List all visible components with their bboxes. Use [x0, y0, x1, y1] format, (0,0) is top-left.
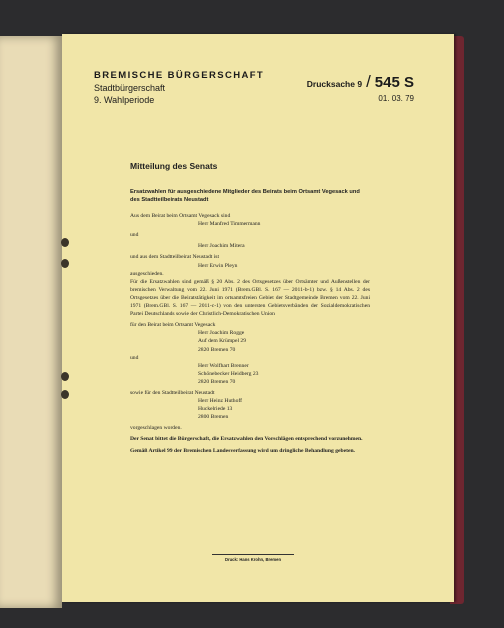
body-paragraph: Für die Ersatzwahlen sind gemäß § 20 Abs. 2 des Ortsgesetzes über Ortsämter und Außenstellen der bremischen Verwaltung vom 22. Juni 1971 (Brem.GBl. S. 167 — 2011-b-1) bzw. § 14 Abs. 2 des Ortsgesetzes über die Beiratstätigkeit im ortsamtsfreien Gebiet der Stadtgemeinde Bremen vom 22. Juni 1971 (Brem.GBl. S. 167 — 2011-c-1) von den untersten Gebietsverbänden der Sozialdemokratischen Partei Deutschlands sowie der Christlich-Demokratischen Union	[130, 278, 370, 318]
nominee-name: Herr Wolfhart Brenner	[198, 362, 249, 369]
letterhead	[94, 70, 264, 105]
nominee-street: Schönebecker Heidberg 23	[198, 370, 259, 377]
printer-imprint: Druck: Hans Krohn, Bremen	[212, 554, 294, 562]
senate-request: Der Senat bittet die Bürgerschaft, die Ersatzwahlen den Vorschlägen entsprechend vorzunehmen.	[130, 436, 363, 443]
body-line: und	[130, 232, 139, 239]
body-line: Aus dem Beirat beim Ortsamt Vegesack sind	[130, 213, 231, 220]
punch-hole	[61, 259, 69, 268]
document-reference	[307, 72, 414, 103]
body-line: sowie für den Stadtteilbeirat Neustadt	[130, 389, 215, 396]
member-name: Herr Erwin Pleyn	[198, 262, 238, 269]
nominee-city: 2820 Bremen 70	[198, 346, 236, 353]
body-line: ausgeschieden.	[130, 270, 164, 277]
nominee-street: Huckelriede 13	[198, 406, 233, 413]
body-line: vorgeschlagen worden.	[130, 425, 182, 432]
member-name: Herr Joachim Mitera	[198, 243, 245, 250]
drucksache-slash: /	[366, 72, 371, 91]
nominee-name: Herr Heinz Huthoff	[198, 398, 243, 405]
body-line: und	[130, 354, 139, 361]
document-page	[62, 34, 454, 602]
organization-name: BREMISCHE BÜRGERSCHAFT	[94, 70, 265, 81]
nominee-city: 2820 Bremen 70	[198, 378, 236, 385]
document-subject: Ersatzwahlen für ausgeschiedene Mitglieder des Beirats beim Ortsamt Vegesack und des Stadtteilbeirats Neustadt	[130, 189, 360, 204]
chamber-name: Stadtbürgerschaft	[94, 83, 166, 93]
document-date: 01. 03. 79	[378, 94, 414, 103]
drucksache-number: 545 S	[374, 74, 414, 91]
drucksache-label: Drucksache 9	[306, 79, 363, 89]
document-body	[130, 162, 370, 455]
body-line: und aus dem Stadtteilbeirat Neustadt ist	[130, 254, 220, 261]
member-name: Herr Manfred Timmermann	[198, 221, 261, 228]
nominee-street: Auf dem Krümpel 29	[198, 338, 247, 345]
punch-hole	[61, 390, 69, 399]
body-line: für den Beirat beim Ortsamt Vegesack	[130, 322, 216, 329]
punch-hole	[61, 372, 69, 381]
nominee-city: 2800 Bremen	[198, 414, 229, 421]
facing-page	[0, 36, 62, 608]
nominee-name: Herr Joachim Rogge	[198, 330, 245, 337]
legislative-period: 9. Wahlperiode	[94, 95, 155, 105]
document-title: Mitteilung des Senats	[130, 161, 218, 171]
punch-hole	[61, 238, 69, 247]
urgency-request: Gemäß Artikel 99 der Bremischen Landesverfassung wird um dringliche Behandlung gebeten.	[130, 447, 355, 454]
